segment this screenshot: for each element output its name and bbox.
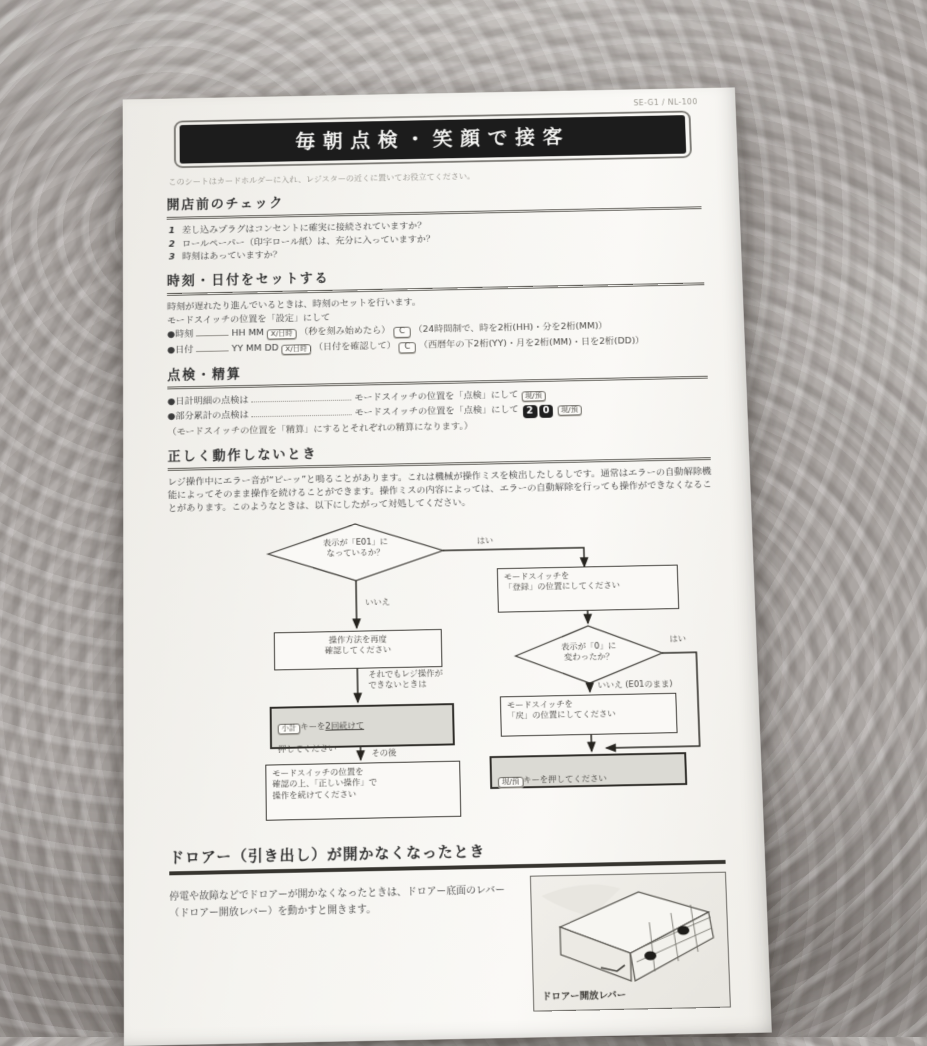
clear-keycap: C [399,342,416,353]
row-label: ●日計明細の点検は [167,395,248,407]
flow-label-no-e01: いいえ (E01のまま) [597,679,672,691]
row-tail: （西暦年の下2桁(YY)・月を2桁(MM)・日を2桁(DD)） [419,336,645,351]
section-heading-error: 正しく動作しないとき [168,438,711,472]
row-note: （日付を確認して） [314,341,396,353]
section-heading-drawer: ドロアー（引き出し）が開かなくなったとき [169,836,725,875]
title-frame [174,110,692,168]
flow-label-still-fails: それでもレジ操作が できないときは [368,669,443,692]
inspection-note: （モードスイッチの位置を「精算」にするとそれぞれの精算になります。） [167,416,709,440]
row-mid: モードスイッチの位置を「点検」にして [354,390,518,403]
clear-keycap: C [393,327,410,338]
flow-box-recheck: 操作方法を再度 確認してください [274,629,443,670]
press-twice-post: 押してください [278,744,337,755]
row-mid: モードスイッチの位置を「点検」にして [355,405,519,418]
dotted-leader [251,392,351,403]
row-label: ●時刻 [167,329,193,340]
row-tail: （24時間制で、時を2桁(HH)・分を2桁(MM)） [413,321,607,335]
press-twice-pre: キーを [300,722,325,732]
multiply-datetime-keycap: X/日時 [267,329,297,339]
error-body: レジ操作中にエラー音が“ピーッ”と鳴ることがあります。これは機械が操作ミスを検出したしるしです。通常はエラーの自動解除機能によってそのまま操作を続けることができます。操作ミスの内容によっては、エラーの自動解除を行っても操作ができなくなることがあります。このようなときは、以下にしたがって対処してください。 [168,466,713,516]
section-heading-inspection: 点検・精算 [167,356,708,389]
cash-keycap: 現/預 [521,391,546,401]
press-cash-text: キーを押してください [523,774,607,785]
flow-box-press-subtotal [270,703,455,749]
row-note: （秒を刻み始めたら） [299,325,390,337]
pre-open-checklist [169,214,704,264]
section-heading-set-time: 時刻・日付をセットする [167,263,704,296]
error-flowchart [176,512,718,826]
subtotal-keycap: 小計 [278,724,301,735]
flow-question-zero: 表示が「0」に 変わったか？ [520,641,657,666]
dotted-leader [252,406,352,417]
press-twice-underline: 2回続けて [325,721,364,731]
section-heading-pre-open: 開店前のチェック [167,187,702,220]
flow-box-continue-correct: モードスイッチの位置を 確認の上、「正しい操作」で 操作を続けてください [265,760,461,820]
digit-2-keycap: 2 [522,405,537,418]
flow-label-yes: はい [477,536,494,547]
drawer-section [169,871,731,1019]
instruction-sheet [123,87,772,1045]
entry-format: YY MM DD [232,343,279,354]
drawer-body: 停電や故障などでドロアーが開かなくなったときは、ドロアー底面のレバー（ドロアー開放レバー）を動かすと開きます。 [169,875,523,1018]
entry-format: HH MM [232,328,264,339]
item-number: 1 [169,225,182,238]
digit-0-keycap: 0 [539,405,554,418]
item-number: 3 [169,251,182,264]
page-title: 毎朝点検・笑顔で接客 [180,115,687,164]
item-number: 2 [169,238,182,251]
figure-caption: ドロアー開放レバー [542,989,627,1004]
flow-label-no: いいえ [365,598,390,609]
set-time-intro-1: 時刻が遅れたり進んでいるときは、時刻のセットを行います。 [167,290,705,313]
row-label: ●日付 [167,345,193,356]
flow-label-then: その後 [371,748,396,760]
multiply-datetime-keycap: X/日時 [281,344,311,354]
item-text: ロールペーパー（印字ロール紙）は、充分に入っていますか？ [182,233,435,250]
flow-box-register-mode: モードスイッチを 「登録」の位置にしてください [497,564,679,612]
item-text: 差し込みプラグはコンセントに確実に接続されていますか？ [182,220,427,237]
drawer-figure [530,871,731,1011]
item-text: 時刻はあっていますか？ [182,249,282,263]
blank-line [196,327,229,337]
flow-label-yes-2: はい [669,634,686,645]
set-time-intro-2: モードスイッチの位置を「設定」にして [167,304,705,327]
row-label: ●部分累計の点検は [167,410,248,422]
usage-note: このシートはカードホルダーに入れ、レジスターの近くに置いてお役立てください。 [168,167,698,189]
cash-keycap: 現/預 [498,777,523,788]
cash-keycap: 現/預 [557,405,582,415]
drawer-illustration [531,872,728,1008]
blank-line [196,342,229,352]
flow-question-e01: 表示が「E01」に なっているか？ [287,537,423,561]
flow-box-return-mode: モードスイッチを 「戻」の位置にしてください [500,693,678,737]
flow-box-press-cash [490,752,688,789]
model-code: SE-G1 / NL-100 [166,97,698,118]
